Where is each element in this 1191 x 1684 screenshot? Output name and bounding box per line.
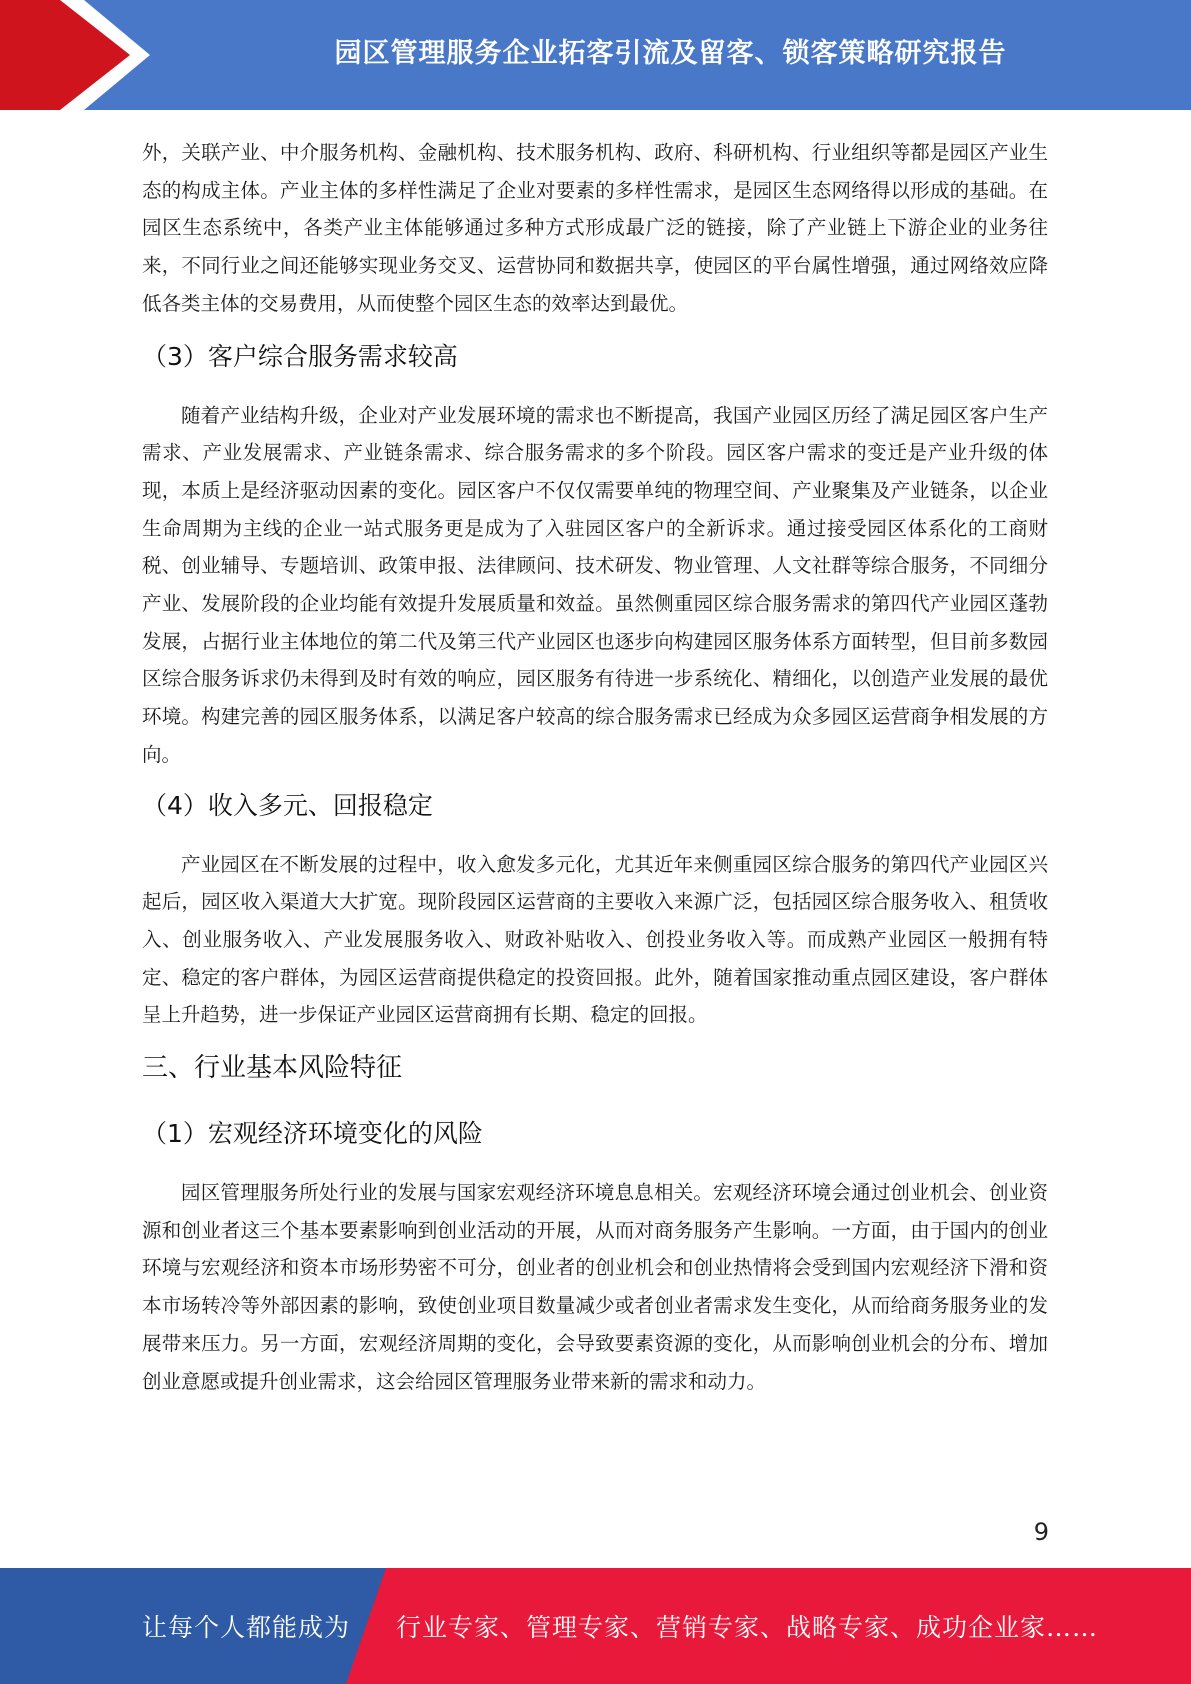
section-heading-1: （1）宏观经济环境变化的风险 xyxy=(142,1119,483,1149)
paragraph-ecosystem: 外，关联产业、中介服务机构、金融机构、技术服务机构、政府、科研机构、行业组织等都是园区产业生态的构成主体。产业主体的多样性满足了企业对要素的多样性需求，是园区生态网络得以形成的基础。在园区生态系统中，各类产业主体能够通过多种方式形成最广泛的链接，除了产业链上下游企业的业务往来，不同行业之间还能够实现业务交叉、运营协同和数据共享，使园区的平台属性增强，通过网络效应降低各类主体的交易费用，从而使整个园区生态的效率达到最优。 xyxy=(142,141,1048,315)
section-heading-4: （4）收入多元、回报稳定 xyxy=(142,790,433,820)
page-footer xyxy=(0,1568,1191,1684)
section-heading-3: （3）客户综合服务需求较高 xyxy=(142,341,458,371)
page-number: 9 xyxy=(1033,1518,1049,1546)
report-title: 园区管理服务企业拓客引流及留客、锁客策略研究报告 xyxy=(334,37,1007,69)
paragraph-service-demand: 随着产业结构升级，企业对产业发展环境的需求也不断提高，我国产业园区历经了满足园区客户生产需求、产业发展需求、产业链条需求、综合服务需求的多个阶段。园区客户需求的变迁是产业升级的体现，本质上是经济驱动因素的变化。园区客户不仅仅需要单纯的物理空间、产业聚集及产业链条，以企业生命周期为主线的企业一站式服务更是成为了入驻园区客户的全新诉求。通过接受园区体系化的工商财税、创业辅导、专题培训、政策申报、法律顾问、技术研发、物业管理、人文社群等综合服务，不同细分产业、发展阶段的企业均能有效提升发展质量和效益。虽然侧重园区综合服务需求的第四代产业园区蓬勃发展，占据行业主体地位的第二代及第三代产业园区也逐步向构建园区服务体系方面转型，但目前多数园区综合服务诉求仍未得到及时有效的响应，园区服务有待进一步系统化、精细化，以创造产业发展的最优环境。构建完善的园区服务体系，以满足客户较高的综合服务需求已经成为众多园区运营商争相发展的方向。 xyxy=(142,403,1048,766)
header-chevron-logo xyxy=(0,0,150,110)
footer-slogan-right: 行业专家、管理专家、营销专家、战略专家、成功企业家…… xyxy=(396,1613,1099,1642)
footer-slogan-left: 让每个人都能成为 xyxy=(142,1613,351,1642)
paragraph-macro-risk: 园区管理服务所处行业的发展与国家宏观经济环境息息相关。宏观经济环境会通过创业机会、创业资源和创业者这三个基本要素影响到创业活动的开展，从而对商务服务产生影响。一方面，由于国内的创业环境与宏观经济和资本市场形势密不可分，创业者的创业机会和创业热情将会受到国内宏观经济下滑和资本市场转冷等外部因素的影响，致使创业项目数量减少或者创业者需求发生变化，从而给商务服务业的发展带来压力。另一方面，宏观经济周期的变化，会导致要素资源的变化，从而影响创业机会的分布、增加创业意愿或提升创业需求，这会给园区管理服务业带来新的需求和动力。 xyxy=(142,1181,1048,1393)
paragraph-income: 产业园区在不断发展的过程中，收入愈发多元化，尤其近年来侧重园区综合服务的第四代产业园区兴起后，园区收入渠道大大扩宽。现阶段园区运营商的主要收入来源广泛，包括园区综合服务收入、租赁收入、创业服务收入、产业发展服务收入、财政补贴收入、创投业务收入等。而成熟产业园区一般拥有特定、稳定的客户群体，为园区运营商提供稳定的投资回报。此外，随着国家推动重点园区建设，客户群体呈上升趋势，进一步保证产业园区运营商拥有长期、稳定的回报。 xyxy=(142,852,1048,1027)
document-body xyxy=(142,134,1048,1400)
page-header xyxy=(0,0,1191,110)
chapter-heading-risk: 三、行业基本风险特征 xyxy=(142,1053,403,1084)
